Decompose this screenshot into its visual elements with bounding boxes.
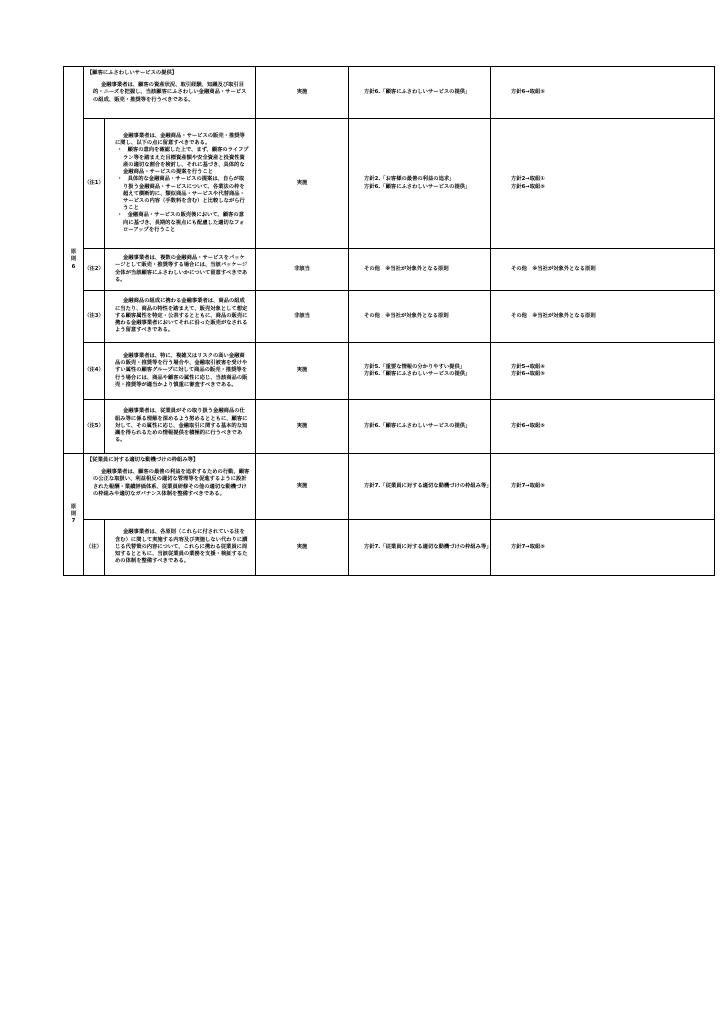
note-intro: 金融事業者は、複数の金融商品・サービスをパッケージとして販売・推奨等する場合には、当該パッケージ全体が当該顧客にふさわしいかについて留意すべきである。 <box>115 255 248 283</box>
action-reference <box>491 249 715 291</box>
policy-reference-line: 方針5.「重要な情報の分かりやすい提供」 <box>364 363 466 370</box>
action-reference-line: その他 ※当社が対象外となる原則 <box>511 312 596 319</box>
note-label: （注5） <box>84 400 105 454</box>
action-reference <box>491 67 715 119</box>
policy-reference <box>349 400 491 454</box>
note-text <box>105 520 256 576</box>
policy-reference-line: 方針6.「顧客にふさわしいサービスの提供」 <box>364 88 471 95</box>
action-reference-line: 方針6→取組⑤ <box>511 88 545 95</box>
policy-reference-line: 方針6.「顧客にふさわしいサービスの提供」 <box>364 422 471 429</box>
note-label: （注4） <box>84 343 105 400</box>
principle-label <box>64 67 84 454</box>
principle-label-char: 6 <box>71 263 76 270</box>
note-row <box>64 249 715 291</box>
action-reference-line: 方針6→取組⑤ <box>511 183 545 190</box>
action-reference <box>491 454 715 520</box>
implementation-status: 非該当 <box>256 249 349 291</box>
note-intro: 金融事業者は、従業員がその取り扱う金融商品の仕組み等に係る理解を深めるよう努めるとともに、顧客に対して、その属性に応じ、金融取引に関する基本的な知識を得られるための情報提供を積極的に行うべきである。 <box>115 408 248 444</box>
policy-reference <box>349 291 491 343</box>
policy-reference <box>349 67 491 119</box>
note-text <box>105 291 256 343</box>
policy-reference-line: 方針7.「従業員に対する適切な動機づけの枠組み等」 <box>364 543 492 550</box>
note-label: （注3） <box>84 291 105 343</box>
action-reference-line: 方針7→取組⑤ <box>511 482 545 489</box>
principle-label-char: 原 <box>70 503 77 510</box>
action-reference <box>491 520 715 576</box>
action-reference-line: 方針2→取組① <box>511 176 545 183</box>
note-text <box>105 400 256 454</box>
principle-body: 金融事業者は、顧客の資産状況、取引経験、知識及び取引目的・ニーズを把握し、当該顧客にふさわしい金融商品・サービスの組成、販売・推奨等を行うべきである。 <box>93 82 247 103</box>
principle-text <box>84 67 256 119</box>
note-text <box>105 249 256 291</box>
action-reference <box>491 291 715 343</box>
policy-reference-line: 方針2.「お客様の最善の利益の追求」 <box>364 176 455 183</box>
note-row <box>64 400 715 454</box>
principle-label-char: 則 <box>70 256 77 263</box>
note-bullet: ・ 金融商品・サービスの販売後において、顧客の意向に基づき、長期的な視点にも配慮した適切なフォローアップを行うこと <box>117 212 245 233</box>
note-label: （注1） <box>84 119 105 249</box>
note-row <box>64 291 715 343</box>
principle-row <box>64 454 715 520</box>
implementation-status: 実施 <box>256 454 349 520</box>
principle-label-char: 7 <box>71 518 76 525</box>
policy-reference-line: 方針6.「顧客にふさわしいサービスの提供」 <box>364 371 471 377</box>
principle-text <box>84 454 256 520</box>
policy-reference <box>349 520 491 576</box>
action-reference-line: 方針6→取組⑤ <box>511 371 545 377</box>
compliance-table <box>63 66 715 576</box>
note-row <box>64 343 715 400</box>
note-row <box>64 520 715 576</box>
policy-reference <box>349 119 491 249</box>
note-text <box>105 119 256 249</box>
table-body <box>64 67 715 576</box>
action-reference-line: 方針6→取組⑤ <box>511 422 545 429</box>
principle-row <box>64 67 715 119</box>
implementation-status: 非該当 <box>256 291 349 343</box>
note-label: （注） <box>84 520 105 576</box>
policy-reference-line: その他 ※当社が対象外となる原則 <box>364 312 449 319</box>
note-intro: 金融事業者は、特に、複雑又はリスクの高い金融商品の販売・推奨等を行う場合や、金融取引被害を受けやすい属性の顧客グループに対して商品の販売・推奨等を行う場合には、商品や顧客の属性に応じ、当該商品の販売・推奨等が適当かより慎重に審査すべきである。 <box>115 352 248 388</box>
policy-reference <box>349 249 491 291</box>
action-reference-line: その他 ※当社が対象外となる原則 <box>511 265 596 272</box>
note-intro: 金融事業者は、各原則（これらに付されている注を含む）に関して実施する内容及び実施しない代わりに講じる代替策の内容について、これらに携わる従業員に周知するとともに、当該従業員の業務を支援・検証するための体制を整備すべきである。 <box>115 529 248 565</box>
note-bullet: ・ 顧客の意向を確認した上で、まず、顧客のライフプラン等を踏まえた目標資産額や安全資産と投資性資産の適切な割合を検討し、それに基づき、具体的な金融商品・サービスの提案を行うこと <box>117 147 249 176</box>
action-reference <box>491 119 715 249</box>
policy-reference-line: 方針6.「顧客にふさわしいサービスの提供」 <box>364 183 471 190</box>
implementation-status: 実施 <box>256 400 349 454</box>
note-intro: 金融商品の組成に携わる金融事業者は、商品の組成に当たり、商品の特性を踏まえて、販売対象として想定する顧客属性を特定・公表するとともに、商品の販売に携わる金融事業者においてそれに沿った販売がなされるよう留意すべきである。 <box>115 298 248 334</box>
policy-reference-line: その他 ※当社が対象外となる原則 <box>364 265 449 272</box>
action-reference <box>491 343 715 400</box>
action-reference-line: 方針5→取組④ <box>511 363 545 370</box>
action-reference <box>491 400 715 454</box>
policy-reference-line: 方針7.「従業員に対する適切な動機づけの枠組み等」 <box>364 482 492 489</box>
note-intro: 金融事業者は、金融商品・サービスの販売・推奨等に関し、以下の点に留意すべきである。 <box>115 133 245 147</box>
note-bullet: ・ 具体的な金融商品・サービスの提案は、自らが取り扱う金融商品・サービスについて、各業法の枠を超えて横断的に、類似商品・サービスや代替商品・サービスの内容（手数料を含む）と比較しながら行うこと <box>117 176 245 212</box>
policy-reference <box>349 454 491 520</box>
principle-body: 金融事業者は、顧客の最善の利益を追求するための行動、顧客の公正な取扱い、利益相反の適切な管理等を促進するように設計された報酬・業績評価体系、従業員研修その他の適切な動機づけの枠組みや適切なガバナンス体制を整備すべきである。 <box>93 469 250 497</box>
implementation-status: 実施 <box>256 119 349 249</box>
implementation-status: 実施 <box>256 343 349 400</box>
note-label: （注2） <box>84 249 105 291</box>
policy-reference <box>349 343 491 400</box>
principle-title: 【従業員に対する適切な動機づけの枠組み等】 <box>87 457 199 463</box>
implementation-status: 実施 <box>256 520 349 576</box>
action-reference-line: 方針7→取組⑤ <box>511 543 545 550</box>
principle-label-char: 原 <box>70 249 77 256</box>
note-text <box>105 343 256 400</box>
note-row <box>64 119 715 249</box>
principle-title: 【顧客にふさわしいサービスの提供】 <box>87 70 178 76</box>
principle-label <box>64 454 84 576</box>
implementation-status: 実施 <box>256 67 349 119</box>
principle-label-char: 則 <box>70 510 77 517</box>
